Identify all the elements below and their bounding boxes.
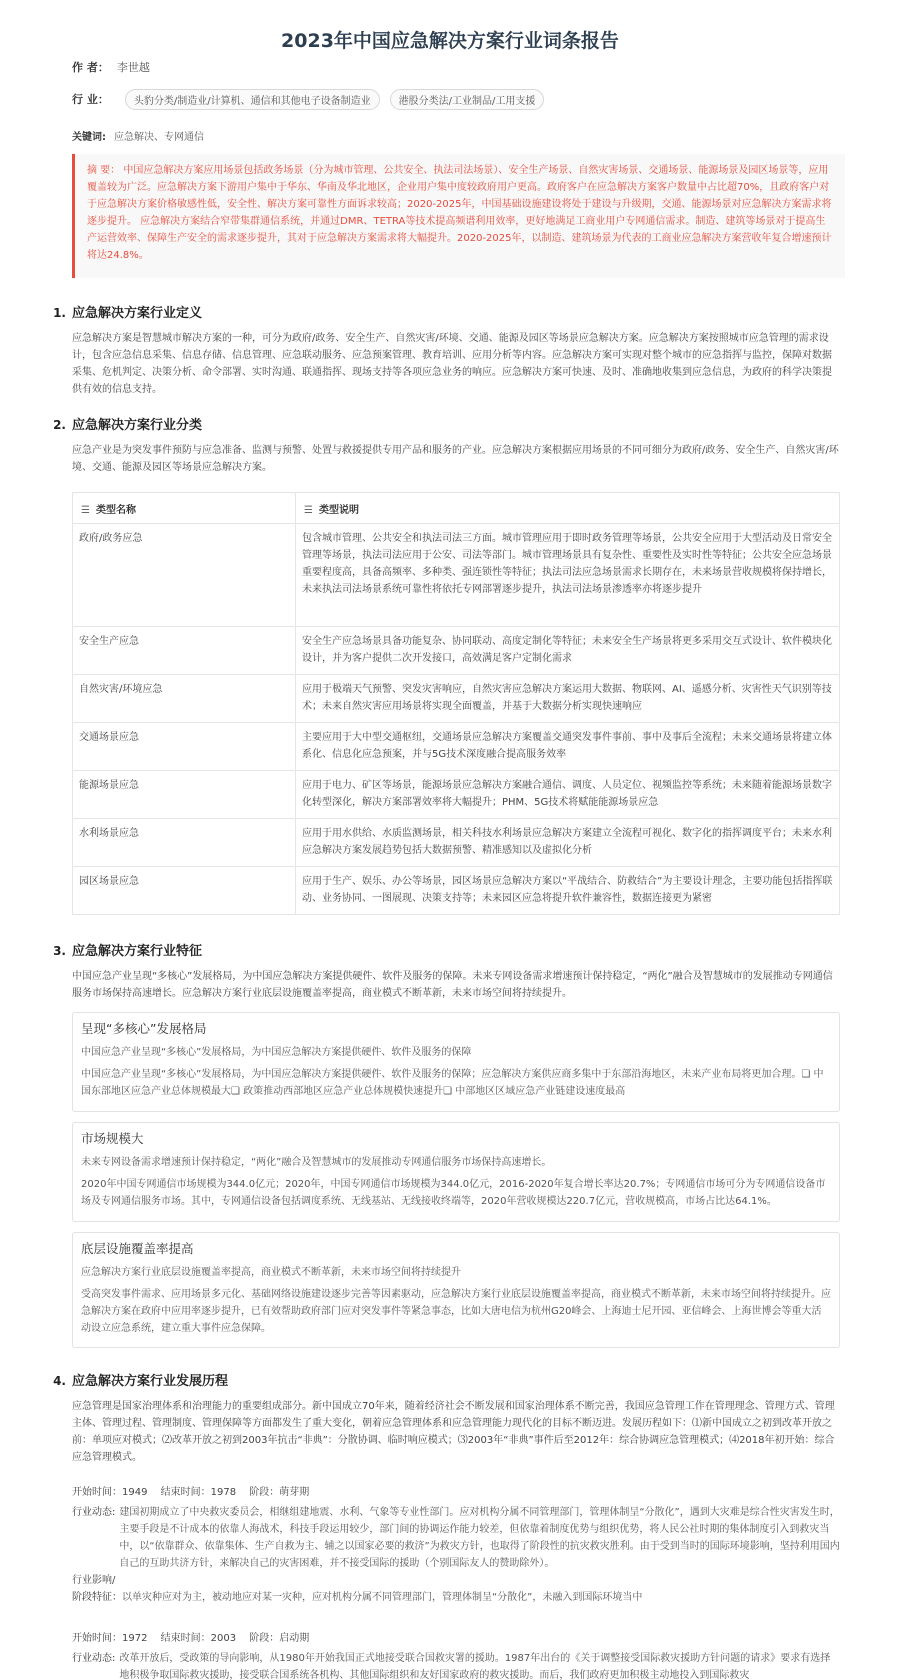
table-row <box>73 524 840 627</box>
phase-end: 2003 <box>210 1633 237 1644</box>
keywords-row <box>72 126 204 144</box>
type-name-cell: 安全生产应急 <box>73 627 296 675</box>
table-row <box>73 627 840 675</box>
table-header-row <box>73 493 840 524</box>
section-number: 3. <box>53 944 66 958</box>
section-number: 2. <box>53 418 66 432</box>
section-body: 应急解决方案是智慧城市解决方案的一种，可分为政府/政务、安全生产、自然灾害/环境、交通、能源及园区等场景应急解决方案。应急解决方案按照城市应急管理的需求设计，包含应急信息采集、信息存储、信息管理、应急联动服务、应急预案管理、教育培训、应用分析等内容。应急解决方案可实现对整个城市的应急指挥与监控，保障对数据采集、危机判定、决策分析、命令部署、实时沟通、联通指挥、现场支持等各项应急业务的响应。应急解决方案可快速、及时、准确地收集到应急信息，为政府的科学决策提供有效的信息支持。 <box>72 333 832 395</box>
phase-end: 1978 <box>210 1487 237 1498</box>
table-row <box>73 675 840 723</box>
industry-row <box>72 88 554 110</box>
feature-text: 以单灾种应对为主，被动地应对某一灾种，应对机构分属不同管理部门，管理体制呈“分散化”，未融入到国际环境当中 <box>122 1592 643 1603</box>
phase-end-label: 结束时间： <box>160 1633 211 1644</box>
feature-body: 中国应急产业呈现“多核心”发展格局，为中国应急解决方案提供硬件、软件及服务的保障；应急解决方案供应商多集中于东部沿海地区，未来产业布局将更加合理。❏ 中国东部地区应急产业总体规模最大❏ 政策推动西部地区应急产业总体规模快速提升❏ 中部地区区域应急产业链建设速度最高 <box>81 1069 824 1097</box>
meta-block <box>72 58 150 76</box>
abstract-box <box>72 154 845 278</box>
author-name: 李世越 <box>116 61 150 74</box>
section-heading <box>0 1370 900 1392</box>
keywords-label: 关键词: <box>72 131 106 143</box>
dynamics-text: 建国初期成立了中央救灾委员会，相继组建地震、水利、气象等专业性部门。应对机构分属不同管理部门，管理体制呈“分散化”，遇到大灾难是综合性灾害发生时，主要手段是不计成本的依靠人海战术，科技手段运用较少，部门间的协调运作能力较差，但依靠着制度优势与组织优势，将人民公社时期的集体制度引入到救灾当中，以“依靠群众、依靠集体、生产自救为主、辅之以国家必要的救济”为救灾方针，也取得了阶段性的抗灾救灾胜利。由于受到当时的国际环境影响，坚持利用国内自己的互助共济方针，来解决自己的灾害困难，并不接受国际的援助（个别国际友人的赞助除外）。 <box>119 1507 840 1569</box>
phase-dynamics-row <box>72 1650 840 1680</box>
phase-start-label: 开始时间： <box>72 1487 122 1498</box>
type-desc-cell: 应用于极端天气预警、突发灾害响应，自然灾害应急解决方案运用大数据、物联网、AI、遥感分析、灾害性天气识别等技术；未来自然灾害应用场景将实现全面覆盖，并基于大数据分析实现快速响应 <box>296 675 840 723</box>
feature-title: 呈现“多核心”发展格局 <box>81 1021 207 1036</box>
phase-stage-label: 阶段： <box>249 1633 280 1644</box>
section-title: 应急解决方案行业定义 <box>72 306 203 321</box>
phase-header <box>72 1484 840 1501</box>
table-row <box>73 723 840 771</box>
feature-label: 阶段特征： <box>72 1592 122 1603</box>
industry-tag[interactable]: 港股分类法/工业制品/工用支援 <box>390 89 545 110</box>
phase-stage-label: 阶段： <box>249 1487 280 1498</box>
table-header-cell[interactable] <box>296 493 840 524</box>
dynamics-label: 行业动态: <box>72 1653 116 1664</box>
type-desc-cell: 包含城市管理、公共安全和执法司法三方面。城市管理应用于即时政务管理等场景，公共安全应用于大型活动及日常安全管理等场景，执法司法应用于公安、司法等部门。城市管理场景具有复杂性、重要性及实时性等特征；公共安全应急场景重要程度高，具备高频率、多种类、强连锁性等特征；执法司法应急场景需求长期存在，未来场景营收规模将保持增长，未来执法司法场景系统可靠性将依托专网部署逐步提升，执法司法场景渗透率亦将逐步提升 <box>296 524 840 627</box>
industry-tag[interactable]: 头豹分类/制造业/计算机、通信和其他电子设备制造业 <box>125 89 380 110</box>
phase-stage: 萌芽期 <box>279 1487 310 1498</box>
feature-body: 受高突发事件需求、应用场景多元化、基础网络设施建设逐步完善等因素驱动，应急解决方案行业底层设施覆盖率提高，商业模式不断革新，未来市场空间将持续提升。应急解决方案在政府中应用率逐步提升，已有效帮助政府部门应对突发事件等紧急事态，比如大唐电信为杭州G20峰会、上海迪士尼开园、亚信峰会、上海世博会等重大活动设立应急系统，建立重大事件应急保障。 <box>81 1289 831 1334</box>
table-row <box>73 819 840 867</box>
phase-start: 1972 <box>122 1633 148 1644</box>
feature-card <box>72 1122 840 1222</box>
feature-card <box>72 1232 840 1348</box>
table-header-cell[interactable] <box>73 493 296 524</box>
list-icon: ☰ <box>81 504 90 516</box>
section-title: 应急解决方案行业发展历程 <box>72 1374 229 1389</box>
feature-subtitle: 未来专网设备需求增速预计保持稳定，“两化”融合及智慧城市的发展推动专网通信服务市场保持高速增长。 <box>81 1157 552 1168</box>
feature-subtitle: 应急解决方案行业底层设施覆盖率提高，商业模式不断革新，未来市场空间将持续提升 <box>81 1267 461 1278</box>
author-label: 作 者： <box>72 61 109 74</box>
feature-body: 2020年中国专网通信市场规模为344.0亿元；2020年，中国专网通信市场规模为344.0亿元，2016-2020年复合增长率达20.7%；专网通信市场可分为专网通信设备市场及专网通信服务市场。其中，专网通信设备包括调度系统、无线基站、无线接收终端等，2020年营收规模达220.7亿元，营收规模高，市场占比达64.1%。 <box>81 1179 826 1207</box>
dynamics-label: 行业动态: <box>72 1507 116 1518</box>
section-heading <box>0 302 900 324</box>
type-name-cell: 能源场景应急 <box>73 771 296 819</box>
header-label: 类型说明 <box>318 504 359 516</box>
feature-card <box>72 1012 840 1112</box>
section-number: 4. <box>53 1374 66 1388</box>
section-body: 中国应急产业呈现“多核心”发展格局，为中国应急解决方案提供硬件、软件及服务的保障。未来专网设备需求增速预计保持稳定，“两化”融合及智慧城市的发展推动专网通信服务市场保持高速增长。应急解决方案行业底层设施覆盖率提高，商业模式不断革新，未来市场空间将持续提升。 <box>72 971 833 999</box>
section-number: 1. <box>53 306 66 320</box>
abstract-text: 摘 要： 中国应急解决方案应用场景包括政务场景（分为城市管理、公共安全、执法司法场景）、安全生产场景、自然灾害场景、交通场景、能源场景及园区场景等，应用覆盖较为广泛。应急解决方案下游用户集中于华东、华南及华北地区，企业用户集中度较政府用户更高。政府客户在应急解决方案客户数量中占比超70%，且政府客户对于应急解决方案价格敏感性低，安全性、解决方案可靠性方面诉求较高；2020-2025年，中国基础设施建设将处于建设与升级期，交通、能源场景对应急解决方案需求将逐步提升。 应急解决方案结合窄带集群通信系统，并通过DMR、TETRA等技术提高频谱利用效率，更好地满足工商业用户专网通信需求。制造、建筑等场景对于提高生产运营效率、保障生产安全的需求逐步提升，其对于应急解决方案需求将大幅提升。2020-2025年，以制造、建筑场景为代表的工商业应急解决方案营收年复合增速预计将达24.8%。 <box>87 165 832 261</box>
phase-start-label: 开始时间： <box>72 1633 122 1644</box>
type-name-cell: 园区场景应急 <box>73 867 296 915</box>
table-row <box>73 771 840 819</box>
section-definition <box>0 302 900 398</box>
section-classification <box>0 414 900 476</box>
page-title: 2023年中国应急解决方案行业词条报告 <box>281 30 619 52</box>
phase-block <box>72 1630 840 1680</box>
type-name-cell: 水利场景应急 <box>73 819 296 867</box>
impact-label: 行业影响/ <box>72 1575 116 1586</box>
type-name-cell: 自然灾害/环境应急 <box>73 675 296 723</box>
section-history <box>0 1370 900 1466</box>
phase-header <box>72 1630 840 1647</box>
section-features <box>0 940 900 1002</box>
phase-dynamics-row <box>72 1504 840 1572</box>
type-name-cell: 交通场景应急 <box>73 723 296 771</box>
dynamics-text: 改革开放后，受政策的导向影响，从1980年开始我国正式地接受联合国救灾署的援助。1987年出台的《关于调整接受国际救灾援助方针问题的请求》要求有选择地积极争取国际救灾援助，接受联合国系统各机构、其他国际组织和友好国家政府的救灾援助。而后，我们政府更加积极主动地投入到国际救灾 <box>119 1653 831 1680</box>
feature-title: 底层设施覆盖率提高 <box>81 1241 194 1256</box>
phase-block <box>72 1484 840 1606</box>
list-icon: ☰ <box>304 504 313 516</box>
phase-end-label: 结束时间： <box>160 1487 211 1498</box>
industry-label: 行 业： <box>72 93 109 106</box>
feature-subtitle: 中国应急产业呈现“多核心”发展格局，为中国应急解决方案提供硬件、软件及服务的保障 <box>81 1047 472 1058</box>
keywords-value: 应急解决、专网通信 <box>114 131 204 143</box>
type-name-cell: 政府/政务应急 <box>73 524 296 627</box>
header-label: 类型名称 <box>95 504 136 516</box>
classification-table <box>72 492 840 915</box>
type-desc-cell: 应用于生产、娱乐、办公等场景，园区场景应急解决方案以“平战结合、防救结合”为主要设计理念，主要功能包括指挥联动、业务协同、一图展现、决策支持等；未来园区应急将提升软件兼容性，数据连接更为紧密 <box>296 867 840 915</box>
section-body: 应急管理是国家治理体系和治理能力的重要组成部分。新中国成立70年来，随着经济社会不断发展和国家治理体系不断完善，我国应急管理工作在管理理念、管理方式、管理主体、管理过程、管理制度、管理保障等方面都发生了重大变化，朝着应急管理体系和应急管理能力现代化的目标不断迈进。发展历程如下：⑴新中国成立之初到改革开放之前：单项应对模式；⑵改革开放之初到2003年抗击“非典”：分散协调、临时响应模式；⑶2003年“非典”事件后至2012年：综合协调应急管理模式；⑷2018年初开始：综合应急管理模式。 <box>72 1401 835 1463</box>
type-desc-cell: 安全生产应急场景具备功能复杂、协同联动、高度定制化等特征；未来安全生产场景将更多采用交互式设计、软件模块化设计，并为客户提供二次开发接口，高效满足客户定制化需求 <box>296 627 840 675</box>
section-title: 应急解决方案行业分类 <box>72 418 203 433</box>
type-desc-cell: 主要应用于大中型交通枢纽，交通场景应急解决方案覆盖交通突发事件事前、事中及事后全流程；未来交通场景将建立体系化、信息化应急预案，并与5G技术深度融合提高服务效率 <box>296 723 840 771</box>
section-title: 应急解决方案行业特征 <box>72 944 203 959</box>
feature-title: 市场规模大 <box>81 1131 144 1146</box>
phase-start: 1949 <box>122 1487 148 1498</box>
author-row <box>72 58 150 76</box>
section-heading <box>0 940 900 962</box>
type-desc-cell: 应用于电力、矿区等场景，能源场景应急解决方案融合通信、调度、人员定位、视频监控等系统；未来随着能源场景数字化转型深化，解决方案部署效率将大幅提升；PHM、5G技术将赋能能源场景应急 <box>296 771 840 819</box>
section-body: 应急产业是为突发事件预防与应急准备、监测与预警、处置与救援提供专用产品和服务的产业。应急解决方案根据应用场景的不同可细分为政府/政务、安全生产、自然灾害/环境、交通、能源及园区等场景应急解决方案。 <box>72 445 839 473</box>
phase-stage: 启动期 <box>279 1633 310 1644</box>
phase-feature-row <box>72 1589 840 1606</box>
table-row <box>73 867 840 915</box>
section-heading <box>0 414 900 436</box>
type-desc-cell: 应用于用水供给、水质监测场景，相关科技水利场景应急解决方案建立全流程可视化、数字化的指挥调度平台；未来水利应急解决方案发展趋势包括大数据预警、精准感知以及虚拟化分析 <box>296 819 840 867</box>
